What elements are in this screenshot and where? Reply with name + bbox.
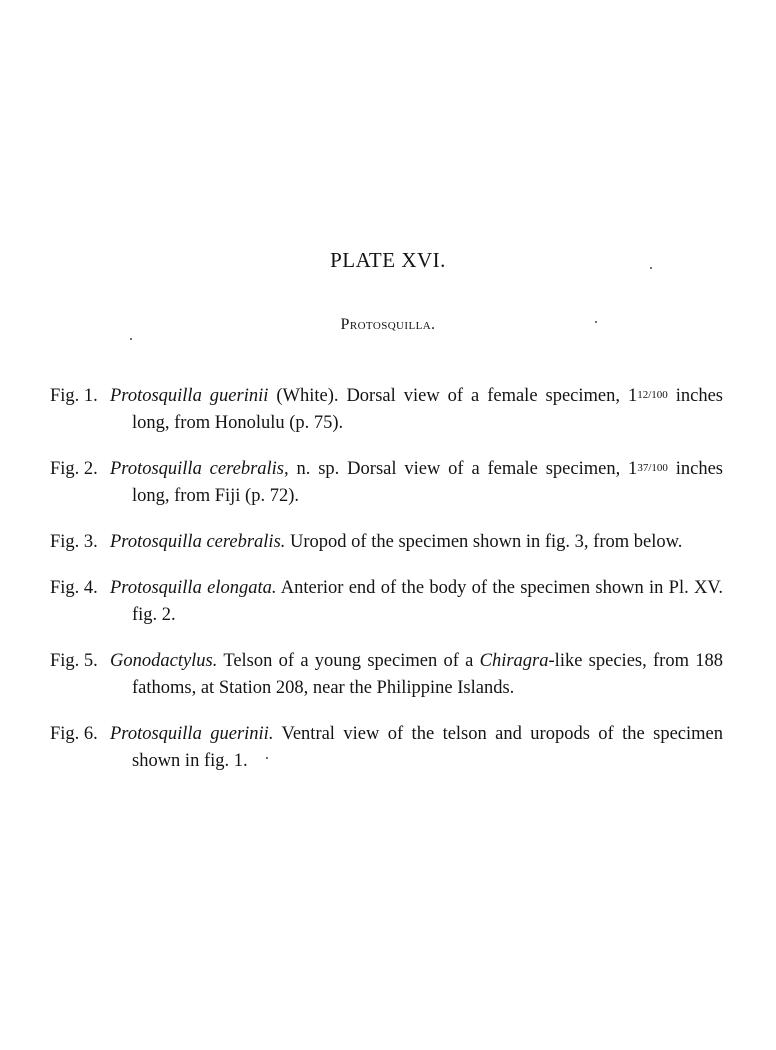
species-name: Protosquilla cerebralis, xyxy=(110,458,289,479)
caption-text: n. sp. Dorsal view of a female specimen, 1 xyxy=(288,458,638,479)
fig-label: Fig. 3. xyxy=(50,531,98,552)
figure-captions xyxy=(50,364,723,794)
species-name: Protosquilla guerinii. xyxy=(110,723,274,744)
print-speck xyxy=(266,757,268,759)
plate-title: PLATE XVI. xyxy=(330,248,446,272)
print-speck xyxy=(595,321,597,323)
figure-caption-2 xyxy=(50,456,723,510)
figure-caption-6 xyxy=(50,721,723,775)
length-fraction: 12/100 xyxy=(637,388,668,401)
caption-text: Telson of a young specimen of a xyxy=(217,650,480,671)
section-title: Protosquilla. xyxy=(340,316,436,333)
caption-text: Uropod of the specimen shown in fig. 3, from below. xyxy=(285,531,683,552)
fig-label: Fig. 6. xyxy=(50,723,98,744)
print-speck xyxy=(130,338,132,340)
print-speck xyxy=(650,267,652,269)
genus-name: Gonodactylus. xyxy=(110,650,218,671)
length-fraction: 37/100 xyxy=(637,461,668,474)
caption-text: (White). Dorsal view of a female specimen, 1 xyxy=(268,385,638,406)
fig-label: Fig. 2. xyxy=(50,458,98,479)
species-name: Protosquilla elongata. xyxy=(110,577,277,598)
figure-caption-3 xyxy=(50,529,723,556)
species-reference: Chiragra xyxy=(479,650,549,671)
figure-caption-1 xyxy=(50,383,723,437)
species-name: Protosquilla guerinii xyxy=(110,385,269,406)
fig-label: Fig. 1. xyxy=(50,385,98,406)
fig-label: Fig. 5. xyxy=(50,650,98,671)
figure-caption-5 xyxy=(50,648,723,702)
caption-text: Ventral view of the telson and uropods of the specimen shown in fig. 1. xyxy=(132,723,724,771)
caption-text: Anterior end of the body of the specimen shown in Pl. XV. fig. 2. xyxy=(132,577,723,625)
figure-caption-4 xyxy=(50,575,723,629)
fig-label: Fig. 4. xyxy=(50,577,98,598)
species-name: Protosquilla cerebralis. xyxy=(110,531,286,552)
caption-text-after: inches long, from Honolulu (p. 75). xyxy=(132,385,723,433)
caption-text-after: inches long, from Fiji (p. 72). xyxy=(132,458,723,506)
caption-text-after: -like species, from 188 fathoms, at Station 208, near the Philippine Islands. xyxy=(132,650,723,698)
